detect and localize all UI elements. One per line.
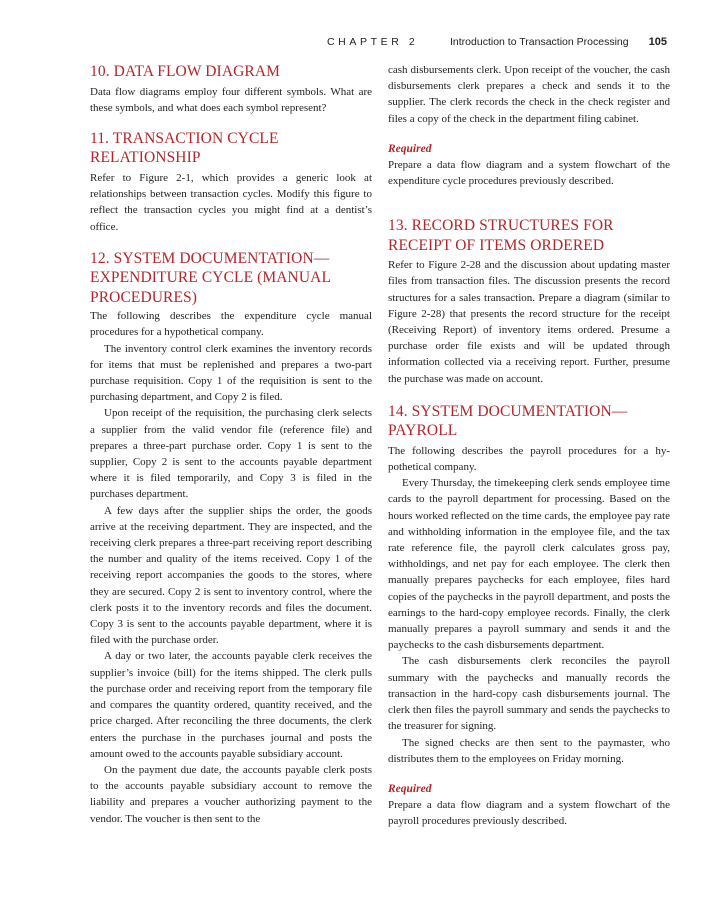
question-12-heading-line-2: EXPENDITURE CYCLE (MANUAL xyxy=(90,269,332,287)
question-12-heading-line-3: PROCEDURES) xyxy=(90,288,198,306)
question-12-required-label: Required xyxy=(388,142,432,155)
question-12-paragraph-3: Upon receipt of the requisition, the purchasing clerk selects a supplier from the valid vendor file (reference file) and prepares a three-part purchase order. Copy 1 is sent to the supplier, Copy 2 is sent to the accounts payable department where it is filed temporarily, and Copy 3 is filed in the purchases department. xyxy=(90,407,372,501)
question-13-body: Refer to Figure 2-28 and the discussion about updating master files from transaction files. The discussion presents the record structures for a sales transaction. Prepare a diagram (similar to Figure 2-28) that presents the record structure for the receipt (Receiving Report) of inventory items ordered. Presume a purchase order file exists and will be updated through information collected via a receiving report. Further, presume the purchase was made on account. xyxy=(388,259,670,385)
question-12-heading-line-1: 12. SYSTEM DOCUMENTATION— xyxy=(90,249,330,267)
question-13-heading-line-1: 13. RECORD STRUCTURES FOR xyxy=(388,217,614,235)
chapter-label: CHAPTER 2 xyxy=(327,36,419,48)
question-12-paragraph-1: The following describes the expenditure cycle manual procedures for a hypothetical company. xyxy=(90,310,372,339)
question-12-required-text: Prepare a data flow diagram and a system flowchart of the expenditure cycle procedures previously described. xyxy=(388,158,670,188)
left-column xyxy=(90,62,372,827)
question-12-paragraph-4: A few days after the supplier ships the order, the goods arrive at the receiving department. They are inspected, and the receiving clerk prepares a three-part receiving report describing the number and quality of the items received. Copy 1 of the receiving report accompanies the goods to the stores, where they are secured. Copy 2 is sent to inventory control, where the clerk posts it to the inventory records and files the document. Copy 3 is sent to the accounts payable department, where it is filed with the purchase order. xyxy=(90,504,372,647)
question-12-paragraph-5: A day or two later, the accounts payable clerk receives the supplier’s invoice (bill) for the items shipped. The clerk pulls the purchase order and receiving report from the temporary file and compares the quantity ordered, quantity received, and the price charged. After reconciling the three documents, the clerk enters the purchase in the purchases journal and posts the amount owed to the accounts payable subsidiary account. xyxy=(90,650,372,760)
page-number: 105 xyxy=(648,36,667,48)
question-14-paragraph-2: Every Thursday, the timekeeping clerk sends employee time cards to the payroll department for processing. Based on the hours worked reflected on the time cards, the employee pay rate and withholding information in the employee file, and the tax rate reference file, the payroll clerk calculates gross pay, withholdings, and net pay for each employee. The clerk then manually prepares paychecks for each employee, files hard copies of the paychecks in the payroll department, and posts the earnings to the hard-copy employee records. Finally, the clerk manually prepares a payroll summary and sends it and the paychecks to the cash disbursements department. xyxy=(388,477,670,652)
chapter-title: Introduction to Transaction Processing xyxy=(450,36,629,48)
question-14-heading-line-1: 14. SYSTEM DOCUMENTATION— xyxy=(388,402,628,420)
question-11-heading-line-2: RELATIONSHIP xyxy=(90,149,201,167)
question-13-heading-line-2: RECEIPT OF ITEMS ORDERED xyxy=(388,236,605,254)
question-14-heading-line-2: PAYROLL xyxy=(388,422,458,440)
question-14-required-label: Required xyxy=(388,782,432,795)
question-14-required-text: Prepare a data flow diagram and a system flowchart of the payroll procedures previously described. xyxy=(388,798,670,828)
right-column xyxy=(388,62,670,829)
question-11-heading-line-1: 11. TRANSACTION CYCLE xyxy=(90,129,279,147)
question-12-continued-paragraph: cash disbursements clerk. Upon receipt of the voucher, the cash disbursements clerk prepares a check and sends it to the supplier. The clerk records the check in the check register and files a copy of the check in the department filing cabinet. xyxy=(388,64,670,125)
question-14-paragraph-1: The following describes the payroll procedures for a hypothetical company. xyxy=(388,444,670,474)
question-12-paragraph-2: The inventory control clerk examines the inventory records for items that must be replenished and prepares a two-part purchase requisition. Copy 1 of the requisition is sent to the purchasing department, and Copy 2 is filed. xyxy=(90,342,372,404)
question-14-paragraph-4: The signed checks are then sent to the paymaster, who distributes them to the employees on Friday morning. xyxy=(388,736,670,765)
question-14-paragraph-3: The cash disbursements clerk reconciles the payroll summary with the paychecks and manually records the transaction in the hard-copy cash disbursements journal. The clerk then files the payroll summary and sends the paychecks to the treasurer for signing. xyxy=(388,655,670,733)
question-10-heading: 10. DATA FLOW DIAGRAM xyxy=(90,63,281,80)
question-10-body: Data flow diagrams employ four different symbols. What are these symbols, and what does each symbol represent? xyxy=(90,85,372,114)
question-11-body: Refer to Figure 2-1, which provides a generic look at relationships between transaction cycles. Modify this figure to reflect the transaction cycles you might find at a dentist’s office. xyxy=(90,171,372,233)
running-head xyxy=(327,34,667,50)
question-12-paragraph-6: On the payment due date, the accounts payable clerk posts to the accounts payable subsidiary account to remove the liability and prepares a voucher authorizing payment to the vendor. The voucher is then sent to the xyxy=(90,763,372,825)
